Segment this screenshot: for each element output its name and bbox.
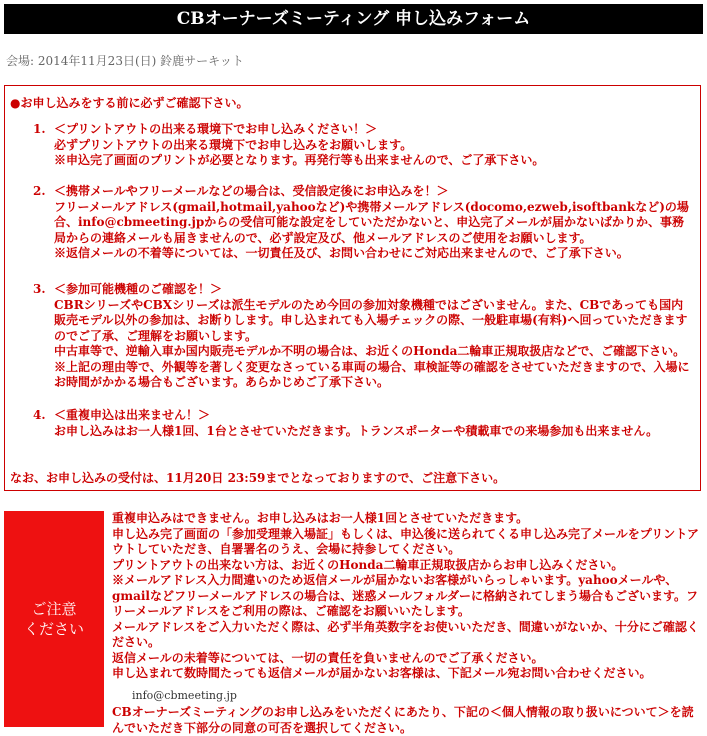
notice-item-number: 4. — [33, 408, 46, 422]
caution-line: 返信メールの未着等については、一切の責任を負いませんのでご了承ください。 — [112, 650, 544, 665]
notice-item-text: 中古車等で、逆輸入車か国内販売モデルか不明の場合は、お近くのHonda二輪車正規取扱店などで、ご確認下さい。 — [54, 344, 686, 358]
notice-item-text: フリーメールアドレス(gmail,hotmail,yahooなど)や携帯メールアドレス(docomo,ezweb,isoftbankなど)の場合、info@cbmeeting.jpからの受信可能な設定をしていただかないと、申込完了メールが届かないばかりか、事務局からの連絡メールも届きませんので、必ず設定及び、他メールアドレスのご使用をお願いします。 — [54, 199, 689, 245]
page-title: CBオーナーズミーティング 申し込みフォーム — [4, 4, 703, 34]
caution-label-line1: ご注意 — [31, 600, 77, 618]
caution-line: ※メールアドレス入力間違いのため返信メールが届かないお客様がいらっしゃいます。yahooメールや、gmailなどフリーメールアドレスの場合は、迷惑メールフォルダーに格納されてしまう場合もございます。フリーメールアドレスをご利用の際は、ご確認をお願いいたします。 — [112, 573, 699, 618]
notice-item-3 — [33, 282, 693, 391]
notice-item-heading: ＜携帯メールやフリーメールなどの場合は、受信設定後にお申込みを！＞ — [54, 184, 449, 198]
notice-item-heading: ＜参加可能機種のご確認を！＞ — [54, 282, 223, 296]
pre-application-notice — [4, 85, 701, 491]
notice-item-heading: ＜重複申込は出来ません！＞ — [54, 408, 211, 422]
notice-header: ●お申し込みをする前に必ずご確認下さい。 — [10, 96, 249, 110]
notice-item-text: 必ずプリントアウトの出来る環境下でお申し込みをお願いします。 — [54, 137, 413, 152]
notice-footer: なお、お申し込みの受付は、11月20日 23:59までとなっておりますので、ご注意下さい。 — [10, 471, 506, 485]
notice-item-2 — [33, 184, 693, 262]
venue-info — [6, 52, 244, 69]
caution-label-line2: ください — [23, 620, 84, 638]
notice-item-number: 1. — [33, 122, 46, 136]
notice-item-text: ※上記の理由等で、外観等を著しく変更なさっている車両の場合、車検証等の確認をさせていただきますので、入場にお時間がかかる場合もございます。あらかじめご了承下さい。 — [54, 359, 690, 389]
caution-label — [4, 511, 104, 727]
caution-line: メールアドレスをご入力いただく際は、必ず半角英数字をお使いいただき、間違いがないか、十分にご確認ください。 — [112, 619, 699, 649]
notice-item-text: ※返信メールの不着等については、一切責任及び、お問い合わせにご対応出来ませんので、ご了承下さい。 — [54, 246, 629, 260]
venue-label: 会場: — [6, 54, 35, 68]
contact-email: info@cbmeeting.jp — [132, 688, 237, 702]
caution-line: 申し込まれて数時間たっても返信メールが届かないお客様は、下記メール宛お問い合わせください。 — [112, 666, 652, 680]
venue-value: 2014年11月23日(日) 鈴鹿サーキット — [37, 54, 244, 68]
caution-line: プリントアウトの出来ない方は、お近くのHonda二輪車正規取扱店からお申し込みください。 — [112, 557, 624, 572]
notice-item-number: 3. — [33, 282, 46, 296]
notice-item-heading: ＜プリントアウトの出来る環境下でお申し込みください！＞ — [54, 122, 378, 136]
privacy-notice: CBオーナーズミーティングのお申し込みをいただくにあたり、下記の＜個人情報の取り扱いについて＞を読んでいただき下部分の同意の可否を選択してください。 — [112, 705, 694, 735]
notice-item-text: お申し込みはお一人様1回、1台とさせていただきます。トランスポーターや積載車での来場参加も出来ません。 — [54, 423, 659, 438]
caution-text — [112, 511, 704, 736]
caution-line: 重複申込みはできません。お申し込みはお一人様1回とさせていただきます。 — [112, 511, 529, 525]
caution-line: 申し込み完了画面の「参加受理兼入場証」もしくは、申込後に送られてくる申し込み完了メールをプリントアウトしていただき、自署署名のうえ、会場に持参してください。 — [112, 526, 699, 556]
notice-item-text: ※申込完了画面のプリントが必要となります。再発行等も出来ませんので、ご了承下さい。 — [54, 153, 545, 167]
notice-item-1 — [33, 122, 693, 169]
notice-item-text: CBRシリーズやCBXシリーズは派生モデルのため今回の参加対象機種ではございません。また、CBであっても国内販売モデル以外の参加は、お断りします。申し込まれても入場チェックの際、一般駐車場(有料)へ回っていただきますのでご了承、ご理解をお願いします。 — [54, 297, 688, 343]
notice-item-4 — [33, 408, 693, 439]
notice-item-number: 2. — [33, 184, 46, 198]
